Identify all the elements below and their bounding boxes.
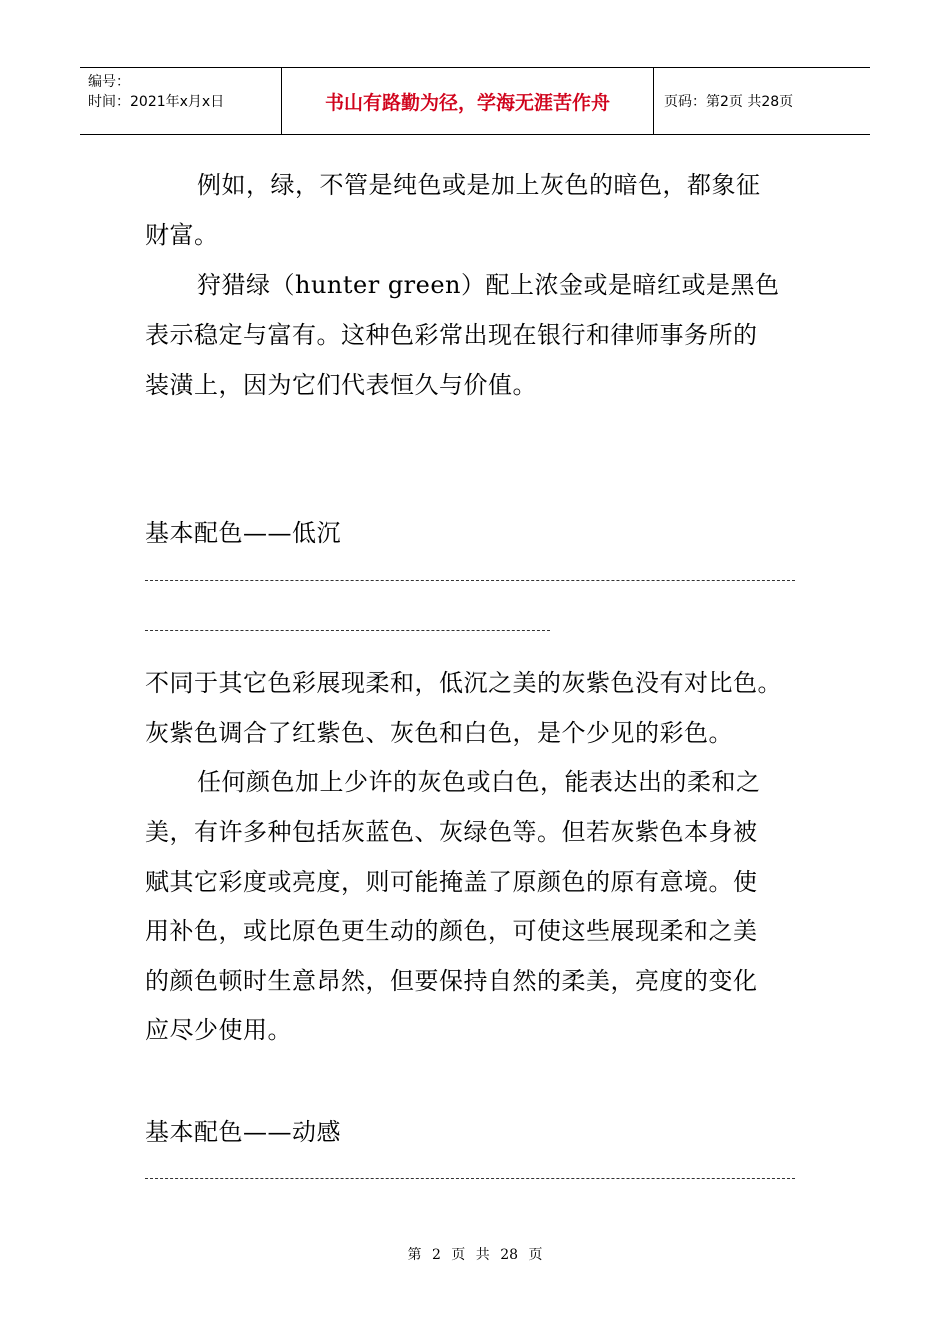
time-label: 时间：2021年x月x日	[88, 94, 225, 110]
page-footer: 第 2 页 共 28 页	[407, 1247, 543, 1263]
header-meta	[80, 68, 282, 134]
page-header	[80, 67, 870, 135]
number-label: 编号：	[88, 74, 130, 90]
section-heading: 基本配色——动感	[145, 1118, 341, 1146]
paragraph-line: 赋其它彩度或亮度，则可能掩盖了原颜色的原有意境。使	[145, 868, 758, 896]
dashed-divider	[145, 630, 550, 631]
paragraph-line: 用补色，或比原色更生动的颜色，可使这些展现柔和之美	[145, 917, 758, 945]
header-page-info: 页码：第2页 共28页	[664, 94, 794, 110]
paragraph-line: 表示稳定与富有。这种色彩常出现在银行和律师事务所的	[145, 321, 758, 349]
paragraph-line: 装潢上，因为它们代表恒久与价值。	[145, 371, 537, 399]
dashed-divider	[145, 580, 795, 581]
paragraph-line: 的颜色顿时生意昂然，但要保持自然的柔美，亮度的变化	[145, 967, 758, 995]
paragraph-line: 美，有许多种包括灰蓝色、灰绿色等。但若灰紫色本身被	[145, 818, 758, 846]
paragraph-line: 狩猎绿（hunter green）配上浓金或是暗红或是黑色	[197, 271, 780, 299]
dashed-divider	[145, 1178, 795, 1179]
paragraph-line: 例如，绿，不管是纯色或是加上灰色的暗色，都象征	[197, 171, 761, 199]
section-heading: 基本配色——低沉	[145, 519, 341, 547]
paragraph-line: 任何颜色加上少许的灰色或白色，能表达出的柔和之	[197, 768, 761, 796]
paragraph-line: 应尽少使用。	[145, 1016, 292, 1044]
paragraph-line: 灰紫色调合了红紫色、灰色和白色，是个少见的彩色。	[145, 719, 733, 747]
header-motto: 书山有路勤为径，学海无涯苦作舟	[282, 68, 654, 134]
paragraph-line: 不同于其它色彩展现柔和，低沉之美的灰紫色没有对比色。	[145, 669, 782, 697]
paragraph-line: 财富。	[145, 221, 219, 249]
